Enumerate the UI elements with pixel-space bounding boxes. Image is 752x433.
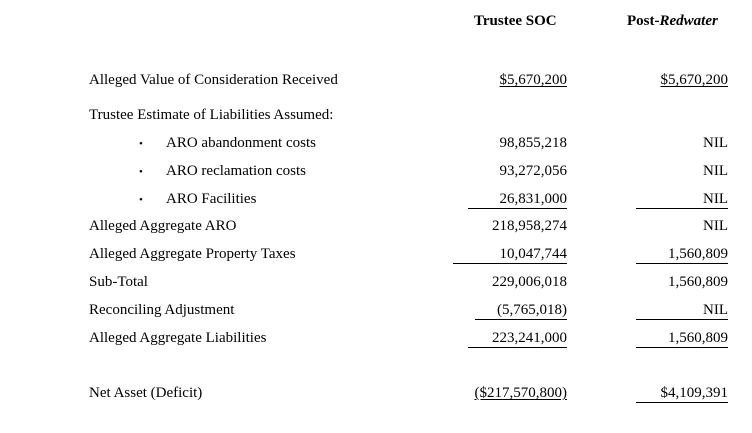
subtotal-rule [475, 319, 567, 320]
post-value-aro-facilities: NIL [703, 191, 728, 207]
trustee-value-aro-reclamation: 93,272,056 [499, 163, 567, 179]
row-label-net-asset: Net Asset (Deficit) [89, 385, 203, 401]
post-value-consideration: $5,670,200 [660, 72, 728, 88]
header-post-prefix: Post- [627, 13, 660, 29]
post-value-aro-abandonment: NIL [703, 135, 728, 151]
post-value-aro-reclamation: NIL [703, 163, 728, 179]
trustee-value-property-taxes: 10,047,744 [499, 246, 567, 262]
trustee-value-aro-abandonment: 98,855,218 [499, 135, 567, 151]
total-rule [636, 402, 728, 403]
row-label-consideration: Alleged Value of Consideration Received [89, 72, 338, 88]
trustee-value-sub-total: 229,006,018 [492, 274, 567, 290]
subtotal-rule [468, 347, 567, 348]
subtotal-rule [636, 319, 728, 320]
post-value-property-taxes: 1,560,809 [668, 246, 728, 262]
row-label-reconciling: Reconciling Adjustment [89, 302, 235, 318]
row-label-aro-reclamation: ARO reclamation costs [166, 163, 306, 179]
row-label-sub-total: Sub-Total [89, 274, 148, 290]
row-label-aggregate-aro: Alleged Aggregate ARO [89, 218, 237, 234]
subtotal-rule [636, 208, 728, 209]
post-value-sub-total: 1,560,809 [668, 274, 728, 290]
bullet-icon: • [139, 166, 143, 178]
trustee-value-consideration: $5,670,200 [499, 72, 567, 88]
post-value-reconciling: NIL [703, 302, 728, 318]
trustee-value-aggregate-liabilities: 223,241,000 [492, 330, 567, 346]
header-trustee-soc: Trustee SOC [474, 13, 557, 29]
subtotal-rule [468, 208, 567, 209]
subtotal-rule [453, 263, 567, 264]
row-label-property-taxes: Alleged Aggregate Property Taxes [89, 246, 296, 262]
trustee-value-net-asset: ($217,570,800) [474, 385, 567, 401]
subtotal-rule [636, 347, 728, 348]
bullet-icon: • [139, 194, 143, 206]
row-label-aro-abandonment: ARO abandonment costs [166, 135, 316, 151]
section-heading-liabilities: Trustee Estimate of Liabilities Assumed: [89, 107, 334, 123]
row-label-aro-facilities: ARO Facilities [166, 191, 257, 207]
bullet-icon: • [139, 138, 143, 150]
trustee-value-aro-facilities: 26,831,000 [499, 191, 567, 207]
header-post-redwater [627, 13, 718, 30]
trustee-value-aggregate-aro: 218,958,274 [492, 218, 567, 234]
post-value-aggregate-aro: NIL [703, 218, 728, 234]
row-label-aggregate-liabilities: Alleged Aggregate Liabilities [89, 330, 267, 346]
post-value-aggregate-liabilities: 1,560,809 [668, 330, 728, 346]
trustee-value-reconciling: (5,765,018) [497, 302, 567, 318]
post-value-net-asset: $4,109,391 [660, 385, 728, 401]
header-post-italic: Redwater [659, 13, 718, 29]
subtotal-rule [636, 263, 728, 264]
